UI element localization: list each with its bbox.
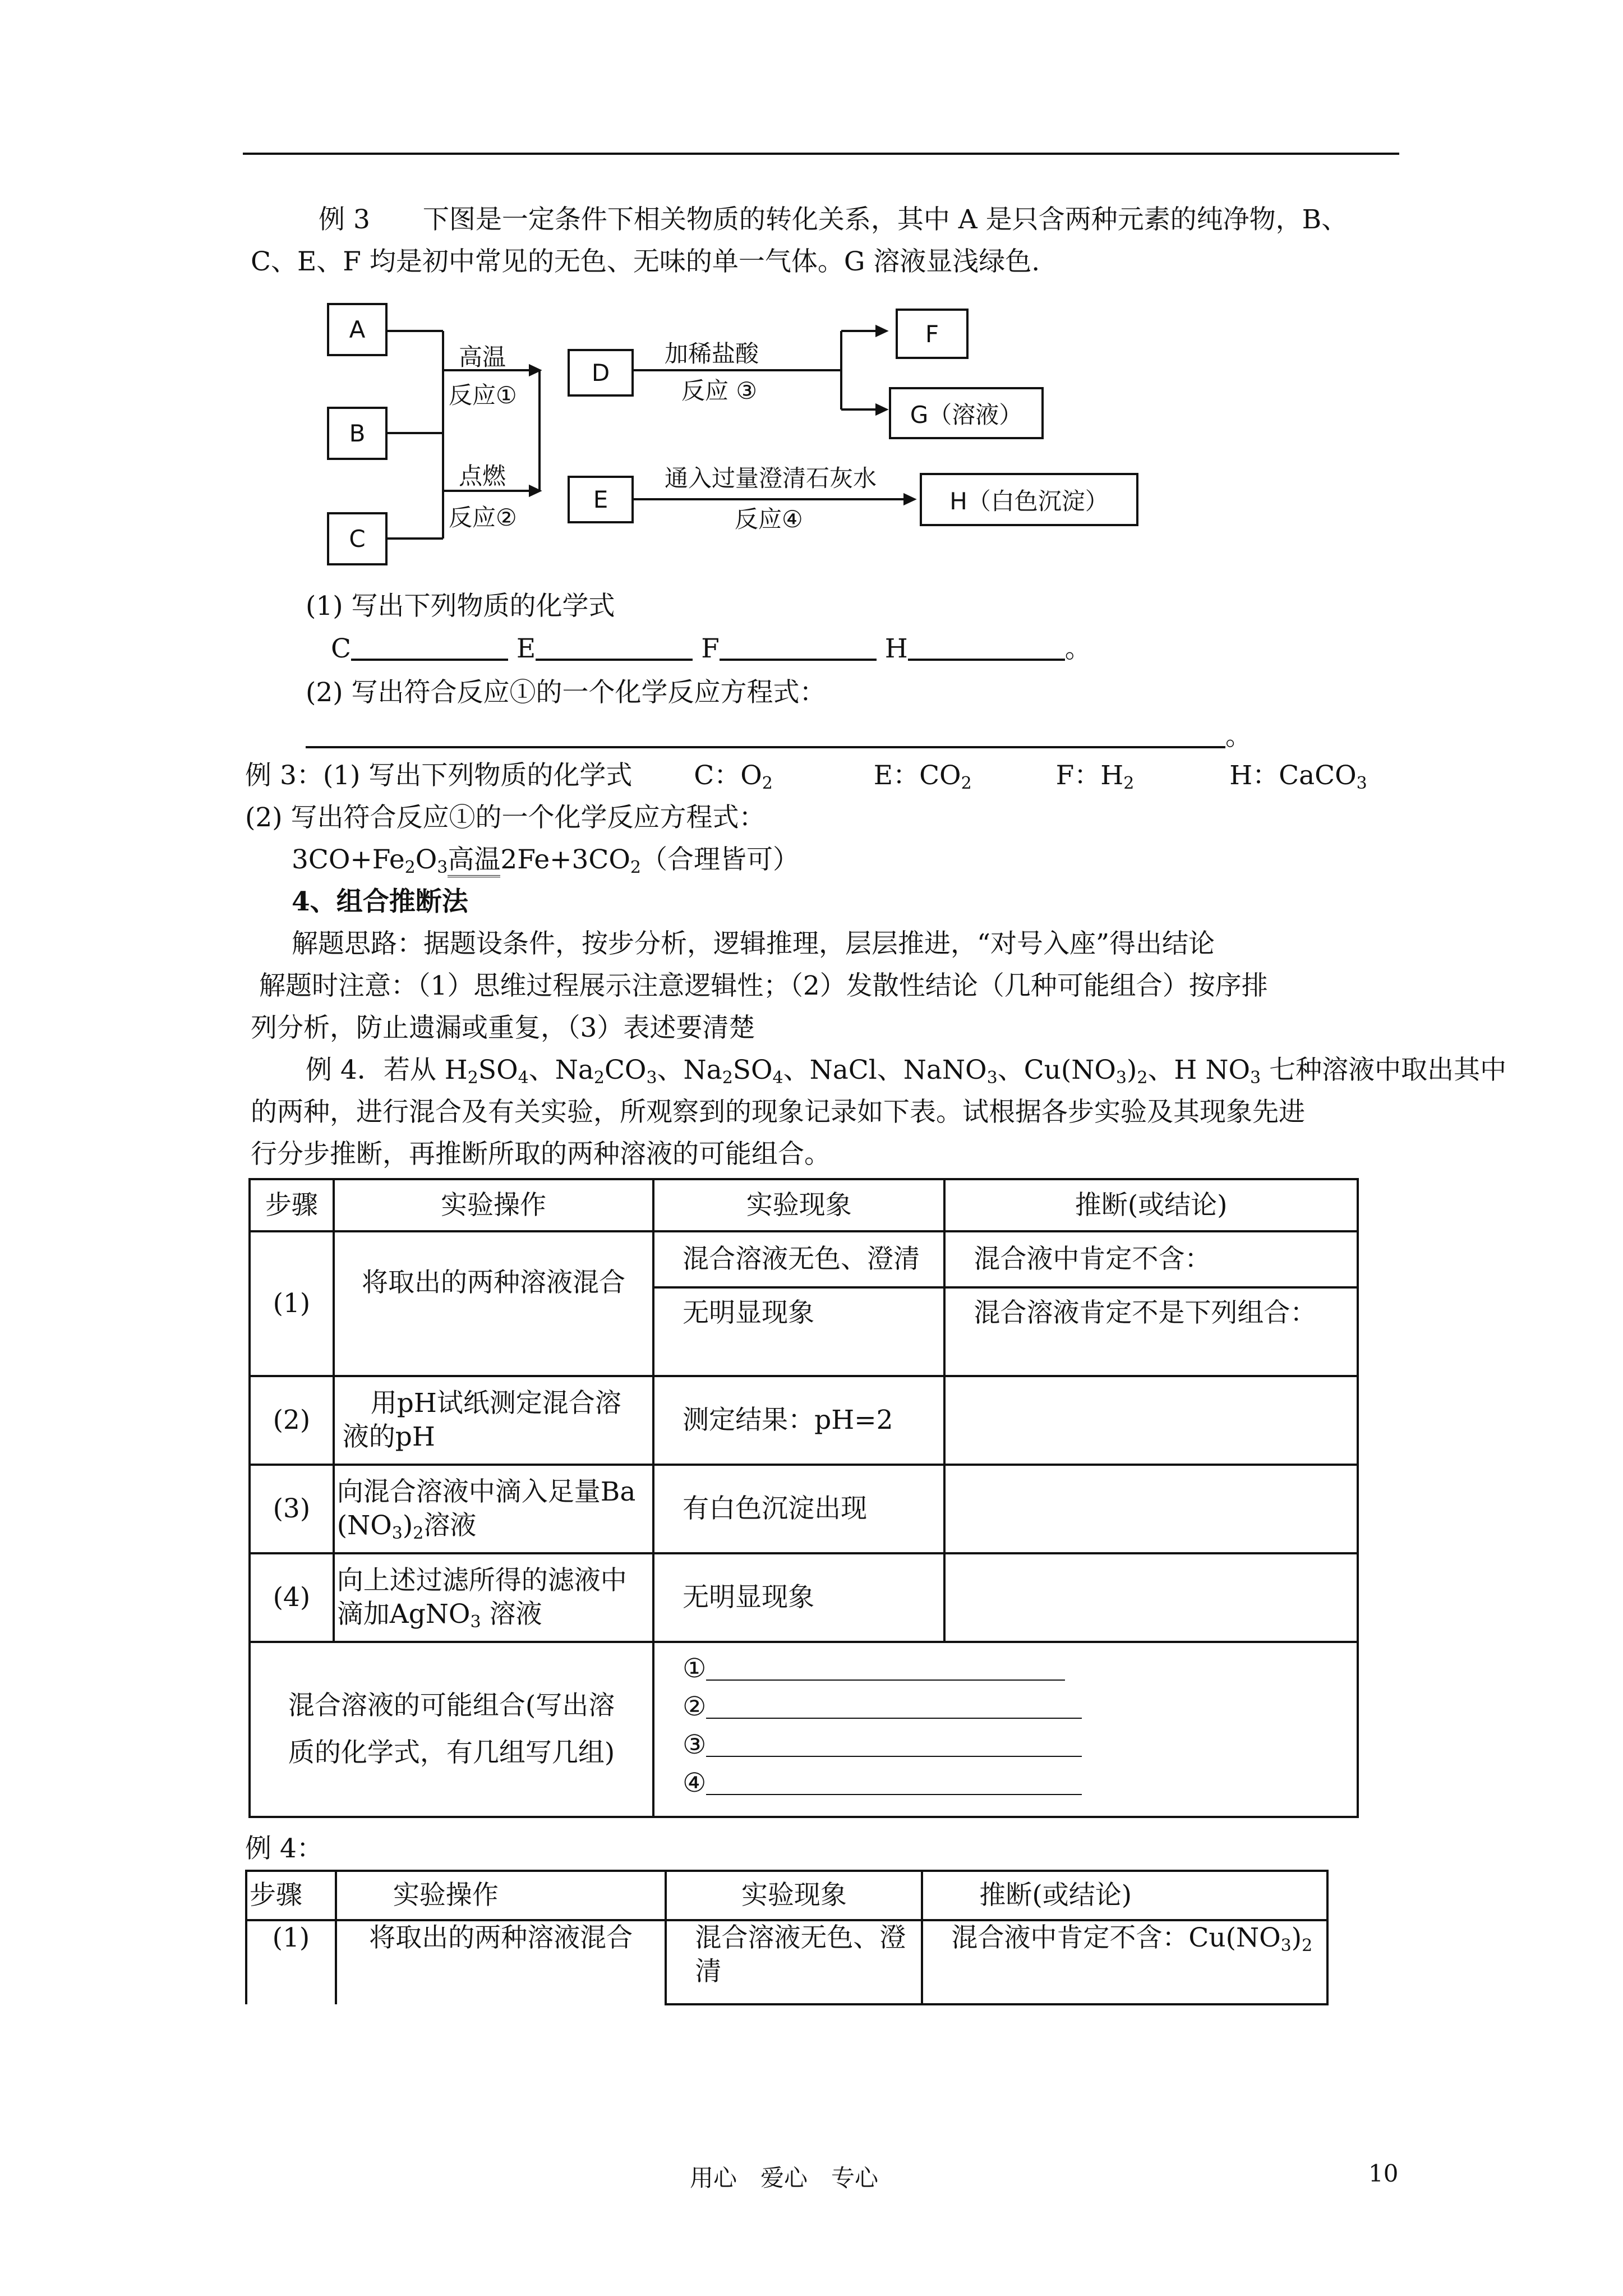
box-d: D bbox=[568, 349, 634, 397]
box-b: B bbox=[327, 407, 388, 460]
blank-f-label: F bbox=[701, 633, 720, 664]
question2: (2) 写出符合反应①的一个化学反应方程式： bbox=[306, 677, 826, 708]
combo-slot-1[interactable]: ① bbox=[683, 1650, 1349, 1688]
phenomenon-3: 有白色沉淀出现 bbox=[653, 1465, 944, 1553]
answer3-f: F：$H_2$ bbox=[1055, 760, 1135, 793]
reaction3-label: 反应 ③ bbox=[681, 377, 758, 404]
combo-slot-2[interactable]: ② bbox=[683, 1688, 1349, 1726]
header-operation: 实验操作 bbox=[334, 1179, 653, 1231]
footer-motto: 用心 爱心 专心 bbox=[690, 2164, 879, 2192]
conclusion-4[interactable] bbox=[944, 1553, 1358, 1642]
answer3-label: 例 3：(1) 写出下列物质的化学式 bbox=[245, 760, 633, 791]
answer3-line1 bbox=[245, 758, 1367, 793]
blank-f[interactable] bbox=[720, 634, 877, 661]
step-4: (4) bbox=[250, 1553, 334, 1642]
header-phenomenon: 实验现象 bbox=[653, 1179, 944, 1231]
reaction2-condition: 点燃 bbox=[459, 462, 506, 490]
reaction3-condition: 加稀盐酸 bbox=[665, 340, 759, 367]
answer4-table bbox=[245, 1870, 1329, 2005]
combo-slots bbox=[653, 1642, 1358, 1817]
phenomenon-1a: 混合溶液无色、澄清 bbox=[653, 1231, 944, 1287]
answer4-operation-1: 将取出的两种溶液混合 bbox=[336, 1920, 666, 2004]
section4-heading: 4、组合推断法 bbox=[292, 886, 468, 917]
question2-blank-row bbox=[306, 719, 1252, 754]
answer4-label: 例 4： bbox=[245, 1833, 323, 1864]
blank-end: 。 bbox=[1064, 633, 1091, 664]
box-c: C bbox=[327, 512, 388, 565]
reaction4-condition: 通入过量澄清石灰水 bbox=[665, 464, 877, 492]
equation-blank-end: 。 bbox=[1225, 721, 1252, 752]
blank-c-label: C bbox=[331, 633, 351, 664]
question1: (1) 写出下列物质的化学式 bbox=[306, 591, 615, 622]
table-row bbox=[250, 1465, 1358, 1553]
answer4-conclusion-1: 混合液中肯定不含：$Cu(NO_3)_2$ bbox=[922, 1920, 1327, 2004]
answer4-header-phenomenon: 实验现象 bbox=[666, 1871, 922, 1920]
phenomenon-1b: 无明显现象 bbox=[653, 1287, 944, 1376]
conclusion-2[interactable] bbox=[944, 1376, 1358, 1465]
blank-h[interactable] bbox=[908, 634, 1065, 661]
box-h: H（白色沉淀） bbox=[920, 473, 1138, 526]
question1-blanks bbox=[331, 632, 1091, 666]
page-number: 10 bbox=[1368, 2160, 1399, 2187]
reaction2-label: 反应② bbox=[449, 504, 517, 531]
header-step: 步骤 bbox=[250, 1179, 334, 1231]
box-f: F bbox=[896, 309, 969, 359]
operation-2: 用pH试纸测定混合溶液的pH bbox=[334, 1376, 653, 1465]
table-row bbox=[246, 1920, 1327, 2004]
box-e: E bbox=[568, 476, 634, 523]
answer4-header-operation: 实验操作 bbox=[336, 1871, 666, 1920]
combo-slot-4[interactable]: ④ bbox=[683, 1764, 1349, 1802]
example4-intro-line2: 的两种，进行混合及有关实验，所观察到的现象记录如下表。试根据各步实验及其现象先进 bbox=[251, 1097, 1305, 1128]
table-header-row bbox=[246, 1871, 1327, 1920]
section4-idea: 解题思路：据题设条件，按步分析，逻辑推理，层层推进，“对号入座”得出结论 bbox=[292, 928, 1215, 959]
header-conclusion: 推断(或结论) bbox=[944, 1179, 1358, 1231]
example4-intro-line1: 例 4．若从 $H_2SO_4$、$Na_2CO_3$、$Na_2SO_4$、NaCl、NaNO$_3$、$Cu(NO_3)_2$、H $NO_3$ 七种溶液中取出其中 bbox=[306, 1055, 1507, 1088]
reaction1-label: 反应① bbox=[449, 381, 517, 409]
experiment-table bbox=[248, 1178, 1359, 1818]
combo-label: 混合溶液的可能组合(写出溶质的化学式，有几组写几组) bbox=[250, 1642, 653, 1817]
table-row bbox=[250, 1642, 1358, 1817]
example4-intro-line3: 行分步推断，再推断所取的两种溶液的可能组合。 bbox=[251, 1139, 831, 1170]
answer4-header-conclusion: 推断(或结论) bbox=[922, 1871, 1327, 1920]
reaction-diagram bbox=[0, 0, 1623, 572]
example3-intro-line1: 例 3 下图是一定条件下相关物质的转化关系，其中 A 是只含两种元素的纯净物，B、 bbox=[319, 204, 1348, 235]
table-header-row bbox=[250, 1179, 1358, 1231]
equation-blank[interactable] bbox=[306, 721, 1225, 748]
table-row bbox=[250, 1231, 1358, 1287]
blank-e-label: E bbox=[516, 633, 536, 664]
box-g: G（溶液） bbox=[889, 387, 1044, 439]
blank-c[interactable] bbox=[351, 634, 508, 661]
answer3-h: H：CaCO$_3$ bbox=[1229, 760, 1367, 793]
equation-condition: 高温 bbox=[448, 844, 500, 877]
answer4-phenomenon-1: 混合溶液无色、澄清 bbox=[666, 1920, 922, 2004]
blank-e[interactable] bbox=[536, 634, 693, 661]
example3-intro-line2: C、E、F 均是初中常见的无色、无味的单一气体。G 溶液显浅绿色. bbox=[251, 246, 1040, 277]
operation-1: 将取出的两种溶液混合 bbox=[334, 1231, 653, 1376]
operation-4: 向上述过滤所得的滤液中 滴加AgNO$_3$ 溶液 bbox=[334, 1553, 653, 1642]
answer3-equation: $3CO+Fe_2O_3$高温$2Fe+3CO_2$（合理皆可） bbox=[292, 844, 800, 877]
box-a: A bbox=[327, 303, 388, 356]
answer3-c: C：$O_2$ bbox=[694, 760, 773, 793]
reaction4-label: 反应④ bbox=[735, 505, 803, 533]
step-2: (2) bbox=[250, 1376, 334, 1465]
conclusion-1a: 混合液中肯定不含： bbox=[944, 1231, 1358, 1287]
phenomenon-2: 测定结果：pH=2 bbox=[653, 1376, 944, 1465]
section4-note-2: 列分析，防止遗漏或重复，（3）表述要清楚 bbox=[251, 1013, 755, 1043]
reaction1-condition: 高温 bbox=[459, 343, 506, 371]
step-3: (3) bbox=[250, 1465, 334, 1553]
table-row bbox=[250, 1553, 1358, 1642]
answer4-step-1: (1) bbox=[246, 1920, 336, 2004]
table-row bbox=[250, 1376, 1358, 1465]
phenomenon-4: 无明显现象 bbox=[653, 1553, 944, 1642]
combo-slot-3[interactable]: ③ bbox=[683, 1726, 1349, 1764]
answer4-header-step: 步骤 bbox=[246, 1871, 336, 1920]
blank-h-label: H bbox=[884, 633, 908, 664]
conclusion-1b[interactable]: 混合溶液肯定不是下列组合： bbox=[944, 1287, 1358, 1376]
conclusion-3[interactable] bbox=[944, 1465, 1358, 1553]
answer3-line2: (2) 写出符合反应①的一个化学反应方程式： bbox=[245, 802, 766, 833]
operation-3: 向混合溶液中滴入足量Ba $(NO_3)_2$溶液 bbox=[334, 1465, 653, 1553]
answer3-e: E：$CO_2$ bbox=[873, 760, 972, 793]
step-1: (1) bbox=[250, 1231, 334, 1376]
section4-note-1: 解题时注意：（1）思维过程展示注意逻辑性；（2）发散性结论（几种可能组合）按序排 bbox=[259, 970, 1268, 1001]
